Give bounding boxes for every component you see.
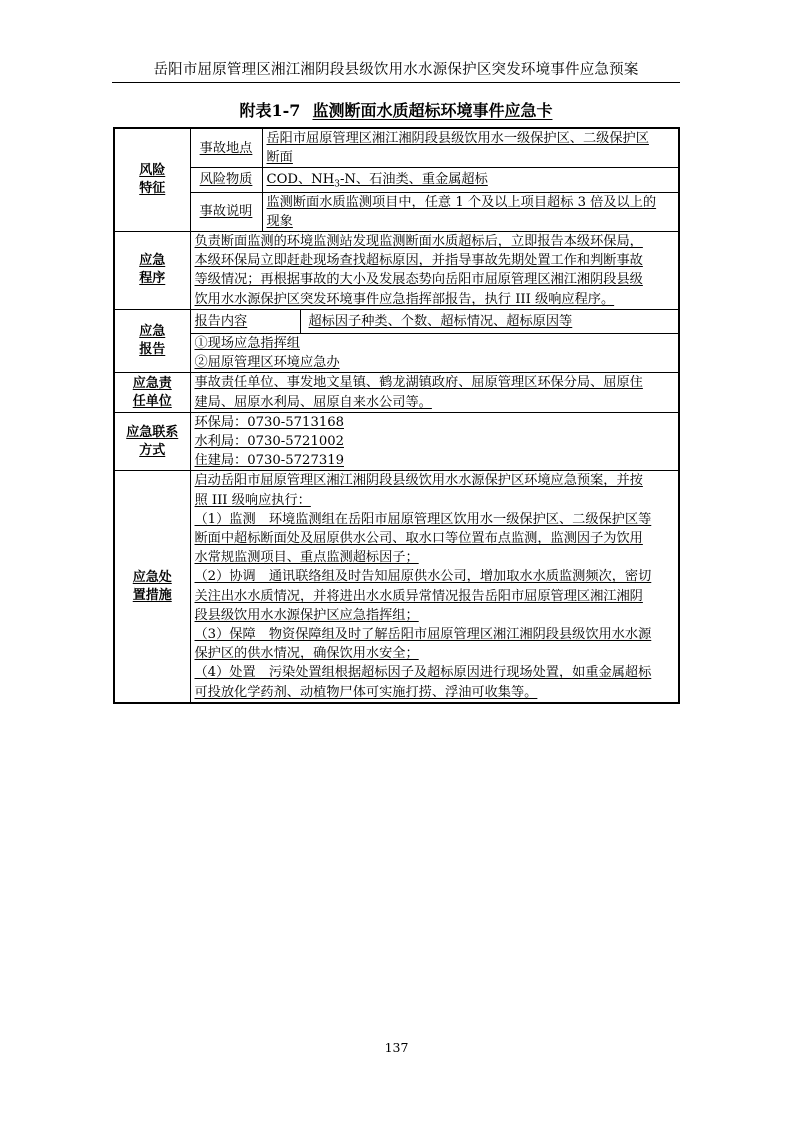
risk-row-description: [114, 192, 679, 231]
substance-label: 风险物质: [190, 168, 262, 192]
report-content-value: 超标因子种类、个数、超标情况、超标原因等: [300, 309, 679, 333]
report-row-targets: [114, 334, 679, 373]
contact-water: 水利局：0730-5721002: [194, 434, 344, 450]
description-value: 监测断面水质监测项目中，任意 1 个及以上项目超标 3 倍及以上的 现象: [262, 192, 679, 231]
description-label: 事故说明: [190, 192, 262, 231]
contact-label: 应急联系 方式: [114, 412, 190, 471]
responsibility-text: 事故责任单位、事发地文星镇、鹤龙湖镇政府、屈原管理区环保分局、屈原住 建局、屈原水利局、屈原自来水公司等。: [190, 373, 679, 412]
measures-text: 启动岳阳市屈原管理区湘江湘阴段县级饮用水水源保护区环境应急预案，并按 照 III 级响应执行： （1）监测 环境监测组在岳阳市屈原管理区饮用水一级保护区、二级保护区等 断面中超标断面处及屈原供水公司、取水口等位置布点监测，监测因子为饮用 水常规监测项目、重点监测超标因子； （2）协调 通讯联络组及时告知屈原供水公司，增加取水水质监测频次，密切 关注出水水质情况，并将进出水水质异常情况报告岳阳市屈原管理区湘江湘阴 段县级饮用水水源保护区应急指挥组； （3）保障 物资保障组及时了解岳阳市屈原管理区湘江湘阴段县级饮用水水源 保护区的供水情况，确保饮用水安全； （4）处置 污染处置组根据超标因子及超标原因进行现场处置，如重金属超标 可投放化学药剂、动植物尸体可实施打捞、浮油可收集等。: [190, 471, 679, 703]
procedure-row: [114, 232, 679, 310]
procedure-label: 应急 程序: [114, 232, 190, 310]
location-label: 事故地点: [190, 128, 262, 168]
measures-label: 应急处 置措施: [114, 471, 190, 703]
contact-env: 环保局：0730-5713168: [194, 414, 344, 430]
contact-list: [190, 412, 679, 471]
appendix-number: 附表1-7: [239, 101, 301, 120]
risk-label: 风险 特征: [114, 128, 190, 232]
report-row-content: [114, 309, 679, 333]
risk-row-location: [114, 128, 679, 168]
page-number: 137: [384, 1040, 409, 1055]
contact-row: [114, 412, 679, 471]
report-label: 应急 报告: [114, 309, 190, 373]
header-rule: [112, 82, 680, 83]
measures-row: [114, 471, 679, 703]
responsibility-label: 应急责 任单位: [114, 373, 190, 412]
location-value: 岳阳市屈原管理区湘江湘阴段县级饮用水一级保护区、二级保护区 断面: [262, 128, 679, 168]
substance-value: COD、$NH_3-N$、石油类、重金属超标: [262, 168, 679, 192]
card-title: 监测断面水质超标环境事件应急卡: [312, 101, 553, 120]
emergency-card-table: [113, 127, 680, 704]
contact-housing: 住建局：0730-5727319: [194, 453, 344, 469]
report-targets: ①现场应急指挥组 ②屈原管理区环境应急办: [190, 334, 679, 373]
report-content-label: 报告内容: [190, 309, 300, 333]
procedure-text: 负责断面监测的环境监测站发现监测断面水质超标后，立即报告本级环保局， 本级环保局立即赶赴现场查找超标原因，并指导事故先期处置工作和判断事故 等级情况；再根据事故的大小及发展态势向岳阳市屈原管理区湘江湘阴段县级 饮用水水源保护区突发环境事件应急指挥部报告，执行 III 级响应程序。: [190, 232, 679, 310]
page-title: [112, 98, 680, 121]
running-header: 岳阳市屈原管理区湘江湘阴段县级饮用水水源保护区突发环境事件应急预案: [153, 62, 639, 78]
responsibility-row: [114, 373, 679, 412]
risk-row-substance: [114, 168, 679, 192]
